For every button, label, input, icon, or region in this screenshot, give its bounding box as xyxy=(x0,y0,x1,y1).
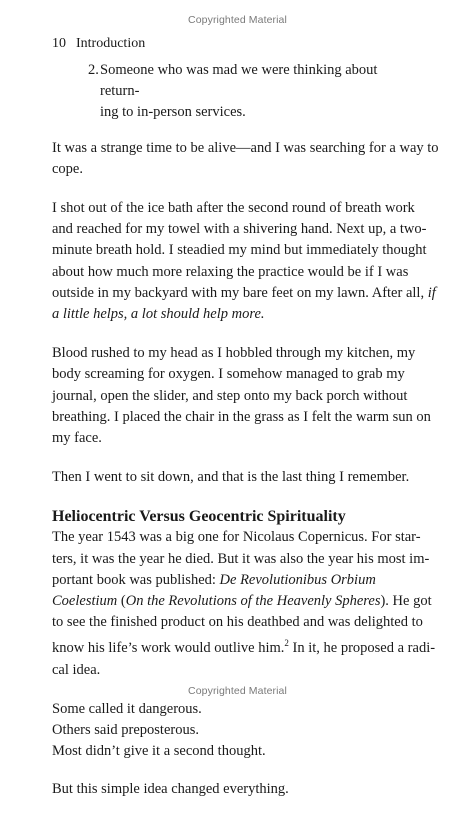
text-run: ). He got xyxy=(380,593,432,610)
list-item-line: Someone who was mad we were thinking about return- xyxy=(100,62,378,100)
list-item-line: ing to in-person services. xyxy=(100,104,246,121)
verse-line: Others said preposterous. xyxy=(52,721,199,738)
text-run: outside in my backyard with my bare feet on my lawn. After all, xyxy=(52,284,425,301)
paragraph-line: and reached for my towel with a shivering hand. Next up, a two- xyxy=(52,221,427,238)
paragraph-line xyxy=(52,283,454,304)
italic-text: De Revolutionibus Orbium xyxy=(219,571,376,588)
section-heading: Heliocentric Versus Geocentric Spirituality xyxy=(52,508,346,526)
paragraph-line: breathing. I placed the chair in the grass as I felt the warm sun on xyxy=(52,408,431,425)
paragraph xyxy=(52,138,454,180)
page-number: 10 xyxy=(52,36,66,51)
paragraph-line: Then I went to sit down, and that is the last thing I remember. xyxy=(52,469,410,486)
list-item-text xyxy=(100,60,400,124)
paragraph xyxy=(52,779,454,800)
paragraph-line xyxy=(52,591,454,612)
paragraph-line: I shot out of the ice bath after the second round of breath work xyxy=(52,200,415,217)
italic-text: if xyxy=(427,284,436,301)
paragraph xyxy=(52,527,454,680)
text-run: In it, he proposed a radi- xyxy=(288,640,436,657)
footnote-reference[interactable]: 2 xyxy=(284,638,289,649)
paragraph-line: cal idea. xyxy=(52,661,101,678)
paragraph-line: to see the finished product on his deathbed and was delighted to xyxy=(52,614,423,631)
paragraph-line: body screaming for oxygen. I somehow managed to grab my xyxy=(52,366,405,383)
paragraph-line: about how much more relaxing the practice would be if I was xyxy=(52,263,409,280)
paragraph-line: The year 1543 was a big one for Nicolaus Copernicus. For star- xyxy=(52,529,421,546)
copyright-watermark-top: Copyrighted Material xyxy=(188,14,287,26)
italic-text: a little helps, a lot should help more. xyxy=(52,306,265,323)
paragraph-line: ters, it was the year he died. But it was also the year his most im- xyxy=(52,550,430,567)
verse-block xyxy=(52,699,454,763)
paragraph-line: minute breath hold. I steadied my mind but immediately thought xyxy=(52,242,427,259)
paragraph-line: But this simple idea changed everything. xyxy=(52,781,289,798)
verse-line: Some called it dangerous. xyxy=(52,700,202,717)
paragraph-line: Blood rushed to my head as I hobbled through my kitchen, my xyxy=(52,345,416,362)
text-run: ( xyxy=(120,593,126,610)
text-run: portant book was published: xyxy=(52,571,216,588)
verse-line: Most didn’t give it a second thought. xyxy=(52,743,266,760)
paragraph-line: my face. xyxy=(52,430,102,447)
copyright-watermark-bottom: Copyrighted Material xyxy=(188,685,287,697)
paragraph-line xyxy=(52,570,454,591)
paragraph-line: journal, open the slider, and step onto my back porch without xyxy=(52,387,408,404)
list-item-number: 2. xyxy=(88,62,99,78)
page-body xyxy=(52,60,454,819)
paragraph-line xyxy=(52,633,454,659)
paragraph-line: It was a strange time to be alive—and I was searching for a way to xyxy=(52,139,439,156)
paragraph xyxy=(52,467,454,488)
paragraph-line xyxy=(52,304,454,325)
running-head xyxy=(52,36,145,52)
text-run: know his life’s work would outlive him. xyxy=(52,640,285,657)
paragraph xyxy=(52,198,454,325)
section-title: Introduction xyxy=(76,36,146,51)
paragraph-line: cope. xyxy=(52,160,83,177)
italic-text: On the Revolutions of the Heavenly Spheres xyxy=(125,593,381,610)
italic-text: Coelestium xyxy=(52,593,118,610)
paragraph xyxy=(52,343,454,449)
list-item xyxy=(88,60,454,124)
